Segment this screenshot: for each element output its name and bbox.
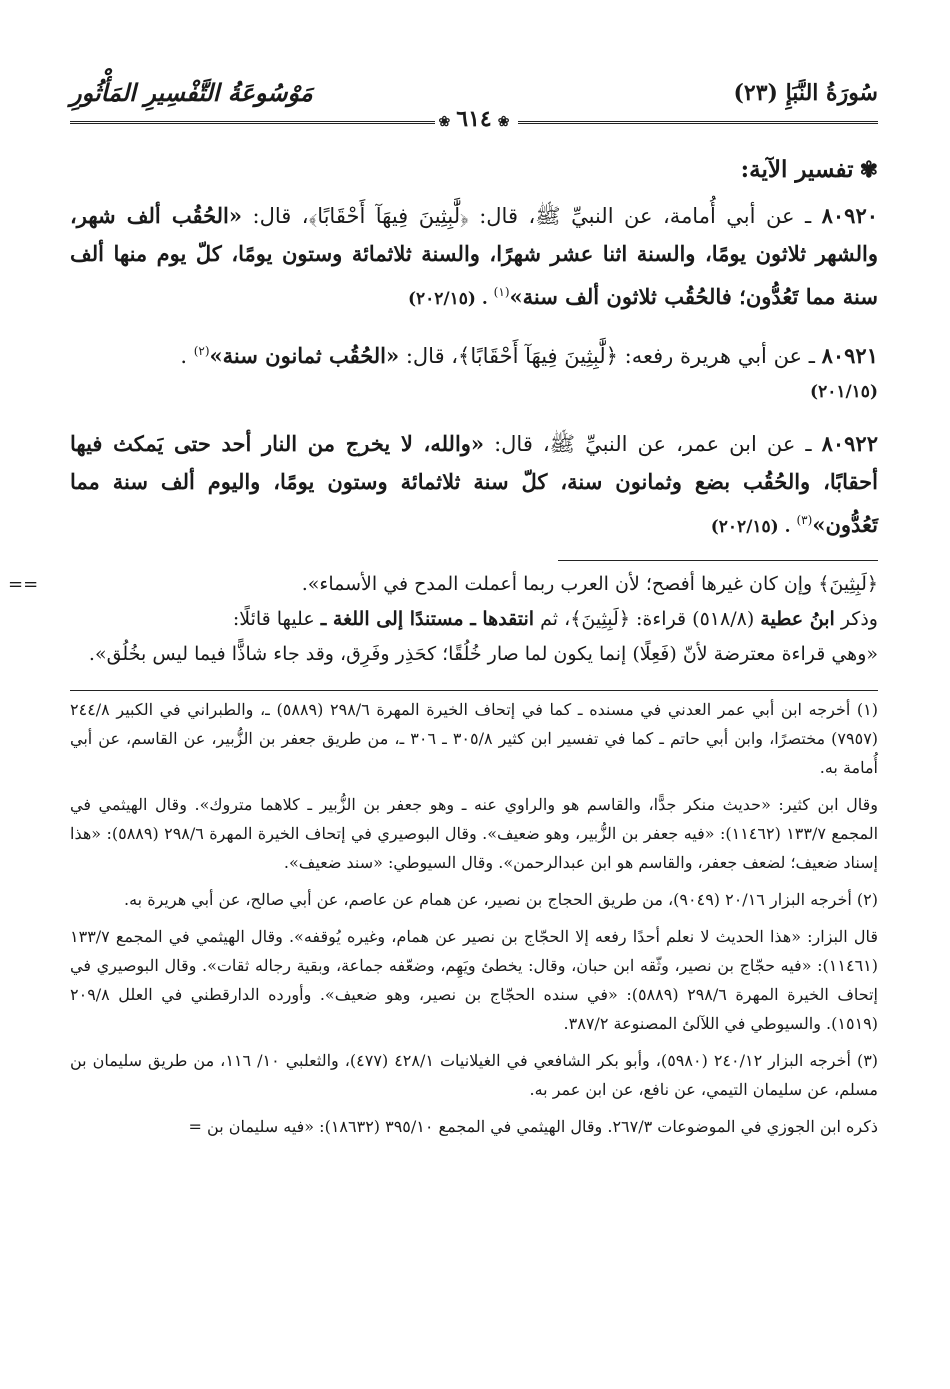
volume-ref: . (٢٠٢/١٥) xyxy=(710,517,797,537)
hadith-entry xyxy=(70,425,878,546)
footnote-ref: (١) xyxy=(493,285,510,299)
margin-note-separator xyxy=(558,560,878,561)
footnote: (١) أخرجه ابن أبي عمر العدني في مسنده ـ كما في إتحاف الخيرة المهرة ٢٩٨/٦ (٥٨٨٩) ـ، والطبراني في الكبير ٢٤٤/٨ (٧٩٥٧) مختصرًا، وابن أبي حاتم ـ كما في تفسير ابن كثير ٣٠٥/٨ ـ ٣٠٦ ـ، من طريق جعفر بن الزُّبير، عن القاسم، عن أبي أُمامة به. xyxy=(70,700,879,777)
footnote-separator xyxy=(70,690,878,691)
footnote: (٢) أخرجه البزار ٢٠/١٦ (٩٠٤٩)، من طريق الحجاج بن نصير، عن همام عن عاصم، عن أبي صالح، عن أبي هريرة به. xyxy=(124,890,878,909)
hadith-number: ٨٠٩٢٢ xyxy=(821,431,878,456)
section-title: ✾تفسير الآية: xyxy=(740,156,878,183)
hadith-number: ٨٠٩٢٠ xyxy=(821,203,879,228)
hadith-intro: ـ عن أبي هريرة رفعه: ﴿لَّٰبِثِينَ فِيهَآ أَحْقَابًا﴾، قال: xyxy=(399,344,822,368)
footnote-ref: (٢) xyxy=(193,344,210,358)
main-text xyxy=(8,148,879,1149)
flower-icon: ✾ xyxy=(859,157,878,183)
hadith-intro: ـ عن أبي أُمامة، عن النبيِّ ﷺ، قال: ﴿لَّٰبِثِينَ فِيهَآ أَحْقَابًا﴾، قال: xyxy=(242,204,822,228)
note-line: ﴿لَبِثِينَ﴾ وإن كان غيرها أفصح؛ لأن العرب ربما أعملت المدح في الأسماء». xyxy=(301,573,878,595)
header-rule-left xyxy=(70,121,435,124)
hadith-quote: «الحُقُب ثمانون سنة» xyxy=(209,343,400,368)
book-title: مَوْسُوعَةُ التَّفْسِيرِ المَأْثُورِ xyxy=(70,78,313,107)
hadith-intro: ـ عن ابن عمر، عن النبيِّ ﷺ، قال: xyxy=(484,432,822,456)
surah-title: سُورَةُ النَّبَإِ (٢٣) xyxy=(733,80,878,106)
footnote: وقال ابن كثير: «حديث منكر جدًّا، والقاسم هو والراوي عنه ـ وهو جعفر بن الزُّبير ـ كلاهما متروك». وقال الهيثمي في المجمع ١٣٣/٧ (١١٤٦٢): «فيه جعفر بن الزُّبير، وهو ضعيف». وقال البوصيري في إتحاف الخيرة المهرة ٢٩٨/٦ (٥٨٨٩): «هذا إسناد ضعيف؛ لضعف جعفر، والقاسم هو ابن عبدالرحمن». وقال السيوطي: «سند ضعيف». xyxy=(70,795,879,872)
hadith-number: ٨٠٩٢١ xyxy=(821,343,878,368)
footnote: (٣) أخرجه البزار ٢٤٠/١٢ (٥٩٨٠)، وأبو بكر الشافعي في الغيلانيات ٤٢٨/١ (٤٧٧)، والثعلبي ١٠/ ١١٦، من طريق سليمان بن مسلم، عن سليمان التيمي، عن نافع، عن ابن عمر به. xyxy=(70,1051,879,1099)
continuation-marker: == xyxy=(8,574,39,595)
margin-note xyxy=(8,567,878,672)
hadith-quote: «والله، لا يخرج من النار أحد حتى يَمكث فيها أحقابًا، والحُقُب بضع وثمانون سنة، كلّ سنة ثلاثمائة وستون يومًا، واليوم ألف سنة مما تَعُدُّون» xyxy=(70,431,878,537)
note-line: «وهي قراءة معترضة لأنّ (فَعِلًا) إنما يكون لما صار خُلُقًا؛ كحَذِر وفَرِق، وقد جاء شاذًّا فيما ليس بخُلُق». xyxy=(88,643,878,665)
header-rule-right xyxy=(518,121,878,124)
running-header xyxy=(70,78,878,148)
volume-ref: (٢٠١/١٥) xyxy=(810,382,878,402)
footnote-ref: (٣) xyxy=(796,513,813,527)
ornament-icon: ❀ xyxy=(497,114,510,130)
note-line: وذكر ابنُ عطية (٥١٨/٨) قراءة: ﴿لَبِثِينَ﴾، ثم انتقدها ـ مستندًا إلى اللغة ـ عليها قائلًا: xyxy=(232,608,878,630)
footnote: ذكره ابن الجوزي في الموضوعات ٢٦٧/٣. وقال الهيثمي في المجمع ٣٩٥/١٠ (١٨٦٣٢): «فيه سليمان بن = xyxy=(188,1117,878,1136)
page-number: ❀٦١٤❀ xyxy=(438,106,510,132)
volume-ref: . (٢٠٢/١٥) xyxy=(407,289,494,309)
footnote: قال البزار: «هذا الحديث لا نعلم أحدًا رفعه إلا الحجّاج بن نصير عن همام، وغيره يُوقفه». وقال الهيثمي في المجمع ١٣٣/٧ (١١٤٦١): «فيه حجّاج بن نصير، وثّقه ابن حبان، وقال: يخطئ ويَهِم، وضعّفه جماعة، وبقية رجاله ثقات». وقال البوصيري في إتحاف الخيرة المهرة ٢٩٨/٦ (٥٨٨٩): «في سنده الحجّاج بن نصير، وهو ضعيف». وأورده الدارقطني في العلل ٢٠٩/٨ (١٥١٩). والسيوطي في اللآلئ المصنوعة ٣٨٧/٢. xyxy=(70,927,879,1033)
hadith-quote: «الحُقُب ألف شهر، والشهر ثلاثون يومًا، والسنة اثنا عشر شهرًا، والسنة ثلاثمائة وستون يومًا، كلّ يوم منها ألف سنة مما تَعُدُّون؛ فالحُقُب ثلاثون ألف سنة» xyxy=(70,203,878,309)
ornament-icon: ❀ xyxy=(438,114,451,130)
hadith-entry: ٨٠٩٢١ ـ عن أبي هريرة رفعه: ﴿لَّٰبِثِينَ فِيهَآ أَحْقَابًا﴾، قال: «الحُقُب ثمانون سنة»$^{(٢)}$ . (٢٠١/١٥) xyxy=(70,332,878,411)
hadith-entry xyxy=(70,197,878,318)
